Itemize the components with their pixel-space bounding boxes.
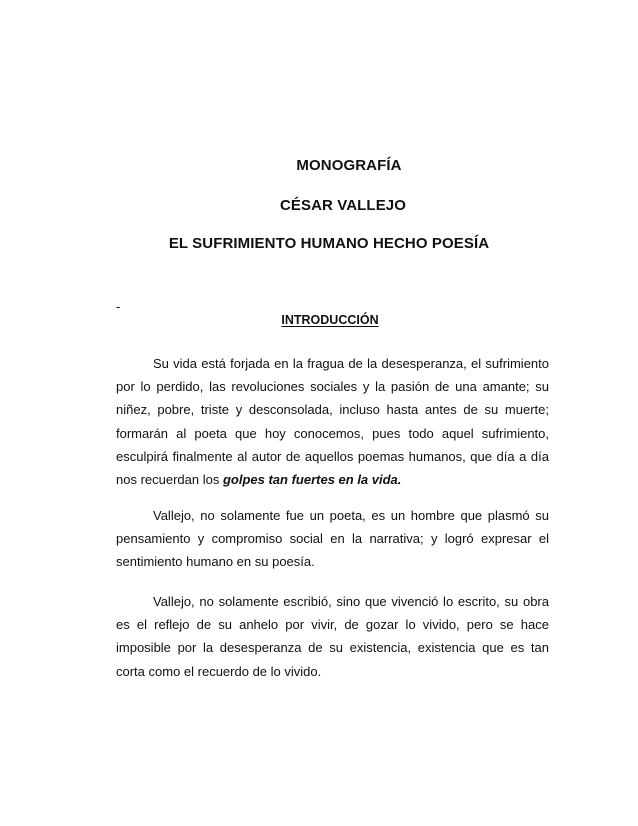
paragraph-2-text: Vallejo, no solamente fue un poeta, es un hombre que plasmó su pensamiento y compromiso social en la narrativa; y logró expresar el sentimiento humano en su poesía. bbox=[116, 508, 549, 570]
document-title-author: CÉSAR VALLEJO bbox=[279, 197, 407, 214]
paragraph-1 bbox=[116, 352, 549, 491]
paragraph-1-text: Su vida está forjada en la fragua de la desesperanza, el sufrimiento por lo perdido, las revoluciones sociales y la pasión de una amante; su niñez, pobre, triste y desconsolada, incluso hasta antes de su muerte; formarán al poeta que hoy conocemos, pues todo aquel sufrimiento, esculpirá finalmente al autor de aquellos poemas humanos, que día a día nos recuerdan los bbox=[116, 356, 549, 488]
document-title-monografia: MONOGRAFÍA bbox=[296, 157, 402, 174]
paragraph-3-text: Vallejo, no solamente escribió, sino que vivenció lo escrito, su obra es el reflejo de su anhelo por vivir, de gozar lo vivido, pero se hace imposible por la desesperanza de su existencia, existencia que es tan corta como el recuerdo de lo vivido. bbox=[116, 594, 549, 679]
document-title-subject: EL SUFRIMIENTO HUMANO HECHO POESÍA bbox=[168, 235, 490, 252]
paragraph-1-emphasis: golpes tan fuertes en la vida. bbox=[222, 472, 402, 488]
dash-mark: - bbox=[116, 299, 121, 314]
paragraph-3 bbox=[116, 590, 549, 683]
paragraph-2 bbox=[116, 504, 549, 574]
section-heading-introduccion: INTRODUCCIÓN bbox=[281, 313, 379, 327]
